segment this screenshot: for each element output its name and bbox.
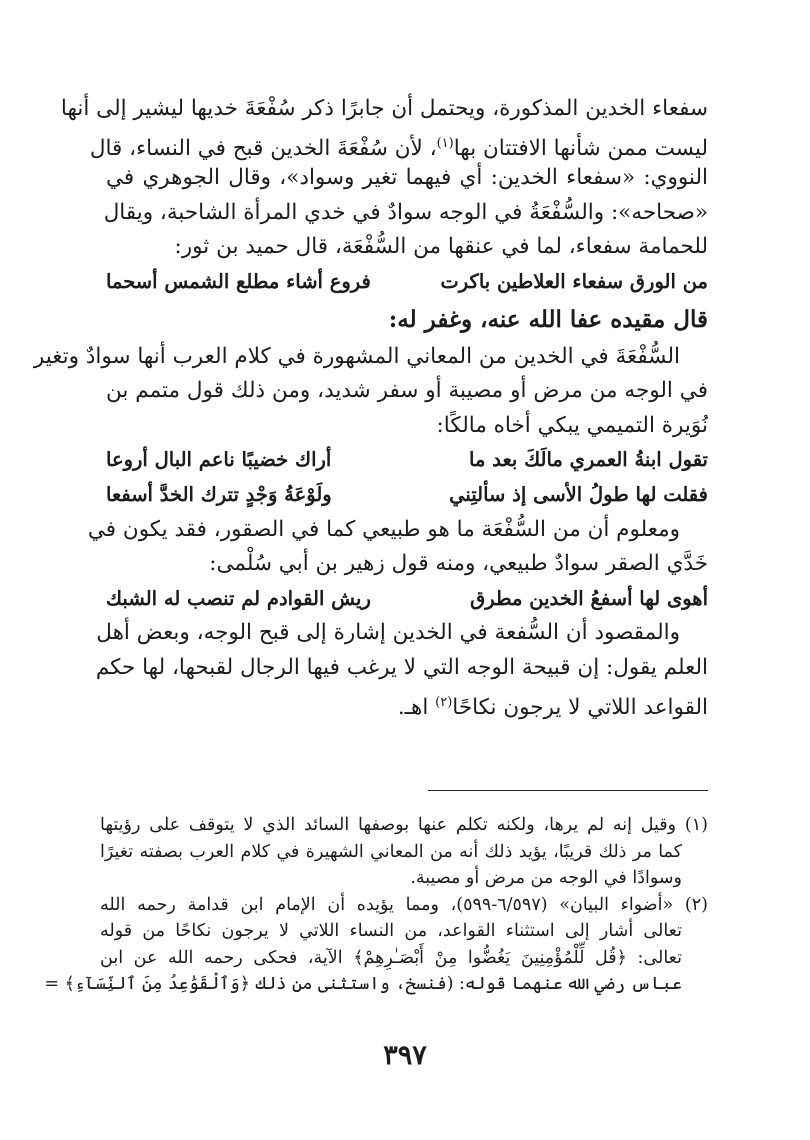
page-number: ٣٩٧ [383, 1040, 427, 1071]
body-line: السُّفْعَةَ في الخدين من المعاني المشهورة في كلام العرب أنها سوادٌ وتغير [33, 343, 680, 369]
main-text [33, 92, 708, 720]
body-line: سفعاء الخدين المذكورة، ويحتمل أن جابرًا ذكر سُفْعَةَ خديها ليشير إلى أنها [60, 96, 708, 121]
verse-first-hemistich: تقول ابنةُ العمري مالَكَ بعد ما [469, 448, 708, 472]
verse-second-hemistich: فروع أشاء مطلع الشمس أسحما [106, 269, 371, 293]
body-text: ليست ممن شأنها الافتتان بها [453, 135, 708, 161]
footnote-line: تعالى أشار إلى استثناء القواعد، من النساء اللاتي لا يرجون نكاحًا من قوله [100, 921, 682, 941]
poem-verse [106, 478, 708, 513]
verse-second-hemistich: أراك خضيبًا ناعم البال أروعا [106, 448, 332, 472]
poem-verse [106, 582, 708, 617]
footnote-separator [428, 790, 708, 791]
body-text: اهـ. [397, 694, 436, 720]
footnotes [44, 812, 708, 998]
verse-second-hemistich: ولَوْعَةُ وَجْدٍ تترك الخدَّ أسفعا [106, 482, 332, 506]
body-text: ، لأن سُفْعَةَ الخدين قبح في النساء، قال [89, 135, 437, 161]
body-line [89, 127, 708, 162]
verse-first-hemistich: فقلت لها طولُ الأسى إذ سألتِني [449, 482, 708, 506]
verse-second-hemistich: ريش القوادم لم تنصب له الشبك [106, 586, 371, 610]
verse-first-hemistich: من الورق سفعاء العلاطين باكرت [440, 269, 708, 293]
body-line: «صحاحه»: والسُّفْعَةُ في الوجه سوادٌ في خدي المرأة الشاحبة، ويقال [103, 199, 708, 225]
body-line [106, 686, 708, 721]
footnote-line: وسوادًا في الوجه من مرض أو مصيبة. [410, 868, 682, 888]
body-line: في الوجه من مرض أو مصيبة أو سفر شديد، ومن ذلك قول متمم بن [106, 378, 708, 404]
body-line: خَدَّي الصقر سوادٌ طبيعي، ومنه قول زهير بن أبي سُلْمى: [209, 551, 708, 577]
poem-verse [106, 265, 708, 300]
footnote-line: كما مر ذلك قريبًا، يؤيد ذلك أنه من المعاني الشهيرة في كلام العرب بصفته تغيرًا [100, 841, 682, 862]
section-heading: قال مقيده عفا الله عنه، وغفر له: [388, 305, 708, 333]
footnote-ref[interactable]: (٢) [435, 694, 453, 710]
body-text: القواعد اللاتي لا يرجون نكاحًا [452, 694, 708, 720]
footnote-ref[interactable]: (١) [436, 135, 454, 151]
verse-first-hemistich: أهوى لها أسفعُ الخدين مطرق [470, 586, 708, 610]
body-line: والمقصود أن السُّفعة في الخدين إشارة إلى قبح الوجه، وبعض أهل [96, 620, 680, 646]
footnote-line: (١) وقيل إنه لم يرها، ولكنه تكلم عنها بوصفها السائد الذي لا يتوقف على رؤيتها [100, 815, 708, 835]
body-line: النووي: «سفعاء الخدين: أي فيهما تغير وسواد»، وقال الجوهري في [106, 165, 708, 191]
body-line: نُوَيرة التميمي يبكي أخاه مالكًا: [436, 412, 708, 438]
footnote-line: (٢) «أضواء البيان» (٦/٥٩٧-٥٩٩)، ومما يؤيده أن الإمام ابن قدامة رحمه الله [100, 894, 708, 915]
body-line: العلم يقول: إن قبيحة الوجه التي لا يرغب فيها الرجال لقبحها، لها حكم [95, 654, 708, 680]
body-line: ومعلوم أن من السُّفْعَة ما هو طبيعي كما في الصقور، فقد يكون في [87, 516, 680, 542]
footnote-line: عباس رضي الله عنهما قوله: (فنسخ، واستثنى من ذلك ﴿وَٱلْقَوَٰعِدُ مِنَ ٱلنِّسَآءِ﴾ = [44, 974, 682, 994]
body-line: للحمامة سفعاء، لما في عنقها من السُّفْعَة، قال حميد بن ثور: [174, 234, 708, 260]
footnote-line: تعالى: ﴿قُل لِّلْمُؤْمِنِينَ يَغُضُّوا مِنْ أَبْصَـٰرِهِمْ﴾ الآية، فحكى رحمه الله عن ابن [100, 947, 682, 968]
poem-verse [106, 443, 708, 478]
